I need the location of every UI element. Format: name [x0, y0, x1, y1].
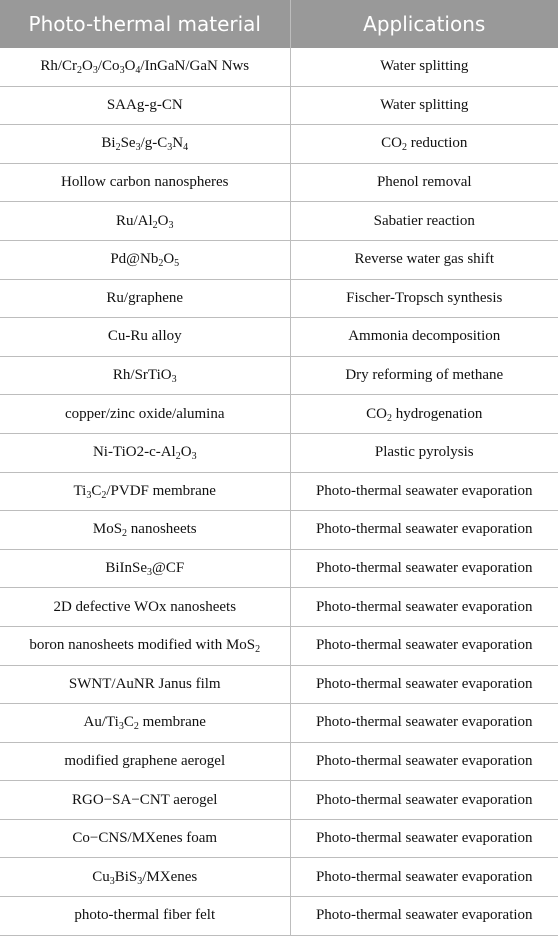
application-cell: Photo-thermal seawater evaporation [290, 858, 558, 897]
table-row [0, 279, 558, 318]
header-material: Photo-thermal material [0, 0, 290, 48]
application-cell: Photo-thermal seawater evaporation [290, 781, 558, 820]
table-row [0, 742, 558, 781]
header-applications: Applications [290, 0, 558, 48]
table-row [0, 472, 558, 511]
table-body [0, 48, 558, 935]
application-cell: $CO_2$ hydrogenation [290, 395, 558, 434]
table-row [0, 86, 558, 125]
application-cell: Photo-thermal seawater evaporation [290, 588, 558, 627]
material-cell: $Bi_2Se_3/g-C_3N_4$ [0, 125, 290, 164]
material-cell: $Ti_3C_2$/PVDF membrane [0, 472, 290, 511]
header-row [0, 0, 558, 48]
application-cell: Photo-thermal seawater evaporation [290, 704, 558, 743]
table-row [0, 356, 558, 395]
material-cell: Hollow carbon nanospheres [0, 163, 290, 202]
table-row [0, 549, 558, 588]
material-cell: $Ni-TiO2-c-Al_2O_3$ [0, 433, 290, 472]
table-row [0, 704, 558, 743]
application-cell: Sabatier reaction [290, 202, 558, 241]
material-cell: Rh/SrTiO$_3$ [0, 356, 290, 395]
application-cell: Photo-thermal seawater evaporation [290, 819, 558, 858]
table-row [0, 511, 558, 550]
material-cell: SAAg-g-CN [0, 86, 290, 125]
table-row [0, 202, 558, 241]
table-row [0, 395, 558, 434]
material-cell: Cu-Ru alloy [0, 318, 290, 357]
application-cell: Photo-thermal seawater evaporation [290, 897, 558, 936]
material-cell: $Ru/Al_2O_3$ [0, 202, 290, 241]
material-cell: $Au/Ti_3C_2$ membrane [0, 704, 290, 743]
material-cell: boron nanosheets modified with MoS$_2$ [0, 626, 290, 665]
material-cell: $Rh/Cr_2O_3/Co_3O_4/InGaN$/GaN Nws [0, 48, 290, 86]
table-row [0, 240, 558, 279]
material-cell: SWNT/AuNR Janus film [0, 665, 290, 704]
table-row [0, 588, 558, 627]
application-cell: Dry reforming of methane [290, 356, 558, 395]
material-cell: BiInSe$_3$@CF [0, 549, 290, 588]
material-cell: modified graphene aerogel [0, 742, 290, 781]
application-cell: Ammonia decomposition [290, 318, 558, 357]
application-cell: Photo-thermal seawater evaporation [290, 665, 558, 704]
application-cell: Photo-thermal seawater evaporation [290, 472, 558, 511]
table-row [0, 626, 558, 665]
material-cell: MoS$_2$ nanosheets [0, 511, 290, 550]
material-cell: Ru/graphene [0, 279, 290, 318]
table-row [0, 163, 558, 202]
application-cell: Photo-thermal seawater evaporation [290, 511, 558, 550]
material-cell: 2D defective WOx nanosheets [0, 588, 290, 627]
table-header [0, 0, 558, 48]
table-row [0, 318, 558, 357]
application-cell: Photo-thermal seawater evaporation [290, 626, 558, 665]
application-cell: Water splitting [290, 86, 558, 125]
table-row [0, 665, 558, 704]
table-row [0, 897, 558, 936]
application-cell: Photo-thermal seawater evaporation [290, 549, 558, 588]
material-cell: RGO−SA−CNT aerogel [0, 781, 290, 820]
application-cell: Reverse water gas shift [290, 240, 558, 279]
material-cell: $Cu_3BiS_3$/MXenes [0, 858, 290, 897]
application-cell: Plastic pyrolysis [290, 433, 558, 472]
material-cell: $Pd@Nb_2O_5$ [0, 240, 290, 279]
material-cell: photo-thermal fiber felt [0, 897, 290, 936]
material-cell: copper/zinc oxide/alumina [0, 395, 290, 434]
application-cell: Phenol removal [290, 163, 558, 202]
table-row [0, 433, 558, 472]
material-cell: Co−CNS/MXenes foam [0, 819, 290, 858]
table-row [0, 858, 558, 897]
table-row [0, 48, 558, 86]
application-cell: $CO_2$ reduction [290, 125, 558, 164]
table-row [0, 819, 558, 858]
table-row [0, 125, 558, 164]
table-row [0, 781, 558, 820]
application-cell: Fischer-Tropsch synthesis [290, 279, 558, 318]
application-cell: Photo-thermal seawater evaporation [290, 742, 558, 781]
application-cell: Water splitting [290, 48, 558, 86]
